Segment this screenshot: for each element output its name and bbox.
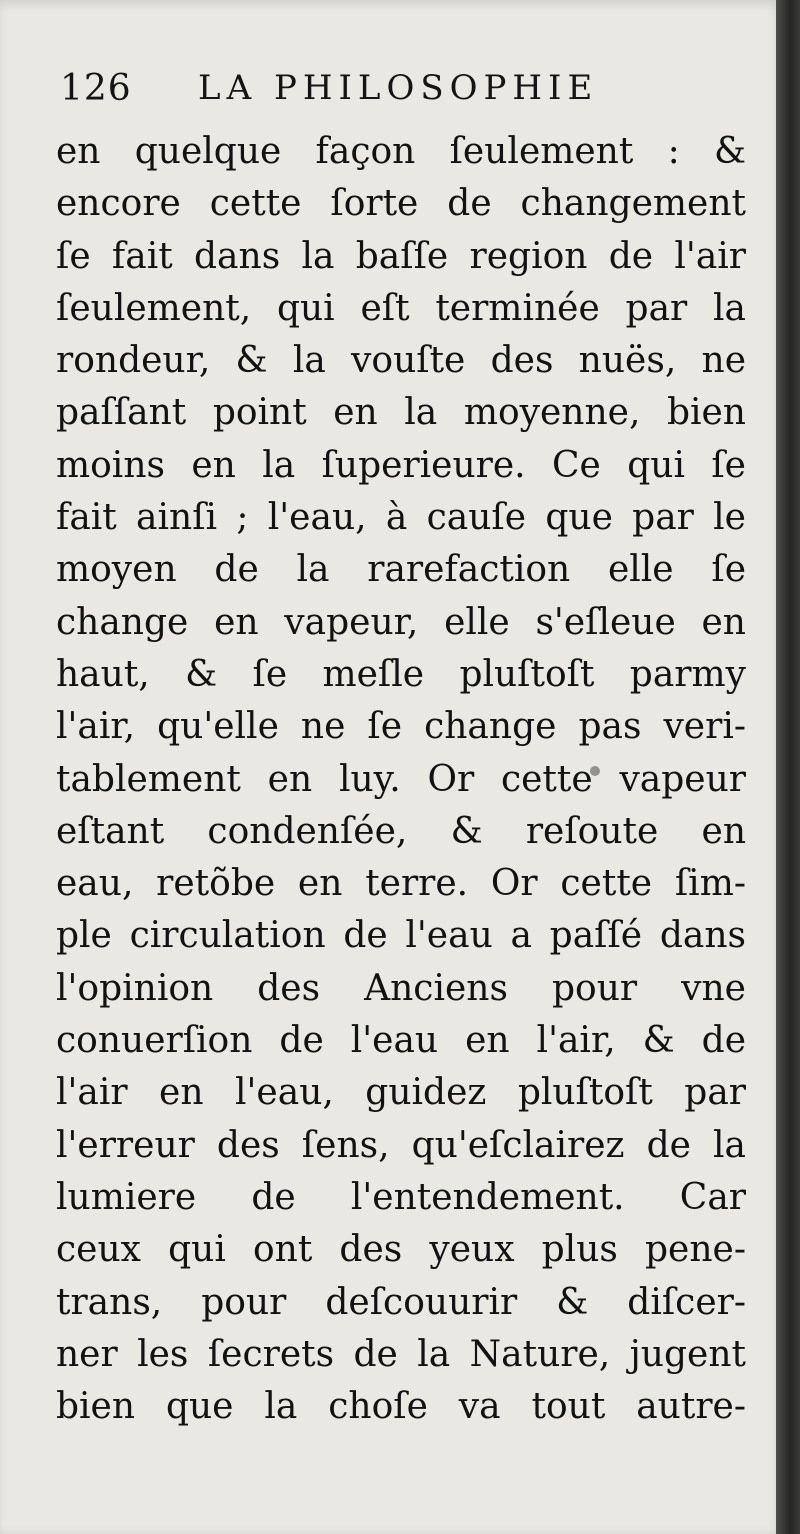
text-line: trans, pour deſcouurir & diſcer- [56, 1281, 746, 1323]
text-line: ner les ſecrets de la Nature, jugent [56, 1333, 746, 1375]
text-line: eſtant condenſée, & reſoute en [56, 810, 746, 852]
running-head: LA PHILOSOPHIE [198, 68, 599, 108]
text-line: eau, retõbe en terre. Or cette ſim- [56, 863, 746, 905]
text-line: rondeur, & la vouſte des nuës, ne [56, 340, 746, 382]
text-line: ſe fait dans la baſſe region de l'air [56, 235, 746, 277]
text-line: fait ainſi ; l'eau, à cauſe que par le [56, 497, 746, 539]
text-line: bien que la choſe va tout autre- [56, 1386, 746, 1428]
page-header [60, 60, 700, 120]
ink-smudge [590, 766, 600, 776]
text-line: lumiere de l'entendement. Car [56, 1176, 746, 1218]
text-line: ple circulation de l'eau a paſſé dans [56, 915, 746, 957]
text-line: l'erreur des ſens, qu'eſclairez de la [56, 1124, 746, 1166]
book-gutter-shadow [776, 0, 800, 1534]
text-line: moins en la ſuperieure. Ce qui ſe [56, 444, 746, 486]
page-number: 126 [60, 68, 132, 109]
text-line: ſeulement, qui eſt terminée par la [56, 287, 746, 329]
text-line: l'air, qu'elle ne ſe change pas veri- [56, 706, 746, 748]
text-line: ceux qui ont des yeux plus pene- [56, 1229, 746, 1271]
text-line: conuerſion de l'eau en l'air, & de [56, 1020, 746, 1062]
text-line: en quelque façon ſeulement : & [56, 131, 746, 172]
text-line: encore cette ſorte de changement [56, 183, 746, 225]
text-line: l'opinion des Anciens pour vne [56, 967, 746, 1009]
text-line: tablement en luy. Or cette vapeur [56, 758, 746, 800]
text-line: change en vapeur, elle s'eſleue en [56, 601, 746, 643]
text-line: moyen de la rarefaction elle ſe [56, 549, 746, 591]
body-text [56, 126, 746, 1433]
text-line: l'air en l'eau, guidez pluſtoſt par [56, 1072, 746, 1114]
text-line: paſſant point en la moyenne, bien [56, 392, 746, 434]
text-line: haut, & ſe meſle pluſtoſt parmy [56, 653, 746, 695]
